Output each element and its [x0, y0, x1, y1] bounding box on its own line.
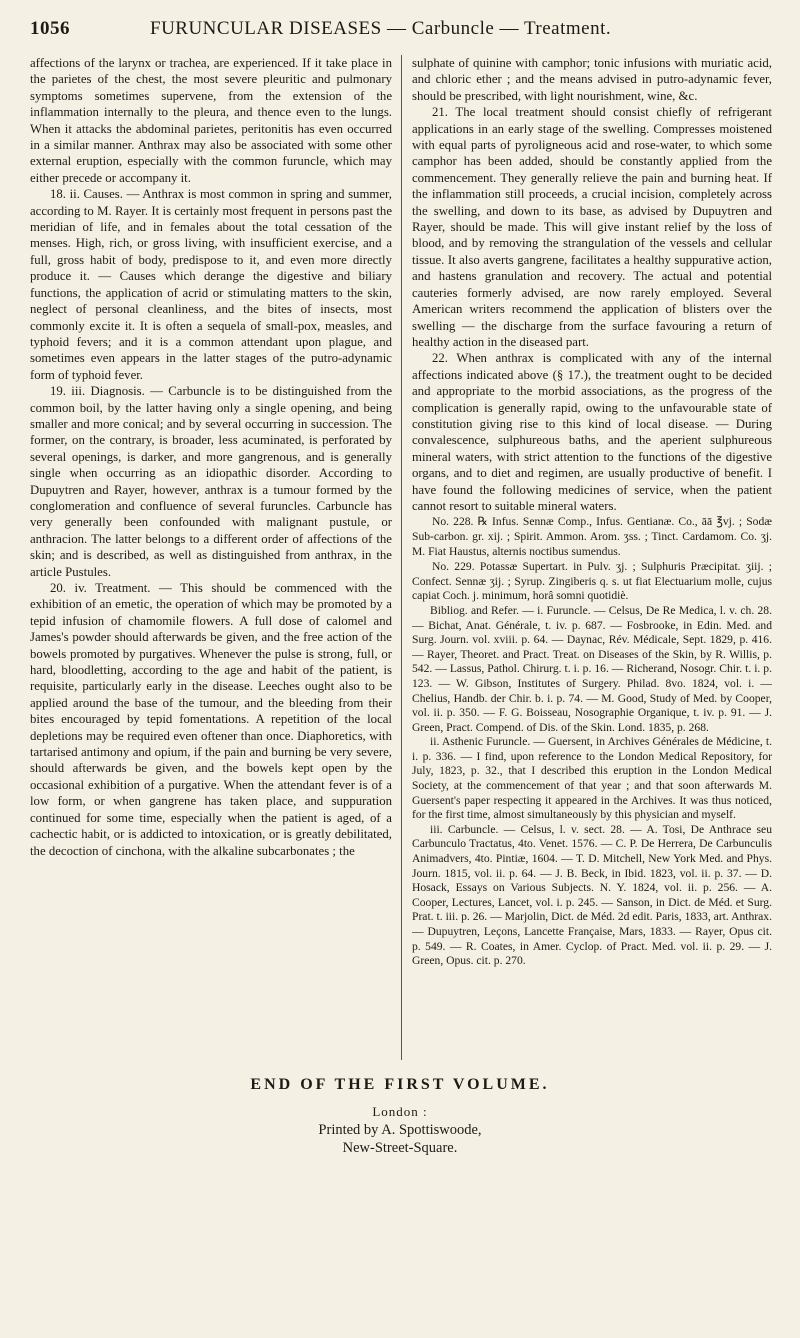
column-divider	[401, 55, 402, 1060]
end-of-volume: END OF THE FIRST VOLUME.	[250, 1076, 550, 1093]
prescription-228: No. 228. ℞ Infus. Sennæ Comp., Infus. Gentianæ. Co., āā ℥vj. ; Sodæ Sub-carbon. gr. xij. ; Spirit. Ammon. Arom. ʒss. ; Tinct. Cardamom. Co. ʒj. M. Fiat Haustus, alternis noctibus sumendus.	[412, 515, 772, 558]
right-column	[412, 55, 772, 1060]
prescription-229: No. 229. Potassæ Supertart. in Pulv. ʒj. ; Sulphuris Præcipitat. ʒiij. ; Confect. Sennæ ʒij. ; Syrup. Zingiberis q. s. ut fiat Electuarium molle, cujus capiat Coch. j. minimum, horâ somni quotidiè.	[412, 560, 772, 603]
paragraph-causes: 18. ii. Causes. — Anthrax is most common in spring and summer, according to M. Rayer. It is certainly most frequent in persons past the meridian of life, and in females about the total cessation of the menses. High, rich, or gross living, with insufficient exercise, and a full, gross habit of body, predispose to it, and even more directly produce it. — Causes which derange the digestive and biliary functions, the application of acrid or stimulating matters to the skin, neglect of personal cleanliness, and the bites of insects, most commonly excite it. It is often a sequela of small-pox, measles, and typhoid fevers; and it is a common attendant upon plague, and sometimes even appears in the latter stages of the putro-adynamic form of typhoid fever.	[30, 187, 392, 382]
paragraph-treatment: 20. iv. Treatment. — This should be commenced with the exhibition of an emetic, the operation of which may be promoted by a tepid infusion of chamomile flowers. A full dose of calomel and James's powder should afterwards be given, and the free action of the bowels promoted by purgatives. Whenever the pulse is strong, full, or hard, bloodletting, according to the age and habit of the patient, is requisite, particularly early in the disease. Leeches ought also to be applied around the base of the tumour, and the bleeding from their bites encouraged by tepid fomentations. A repetition of the local depletions may be required even oftener than once. Diaphoretics, with tartarised antimony and opium, if the pain and burning be very severe, should afterwards be given, and the bowels kept open by the occasional exhibition of a purgative. When the attendant fever is of a low form, or when gangrene has taken place, and suppuration continued for some time, especially when the patient is aged, of a cachectic habit, or is addicted to intoxication, or is greatly debilitated, the decoction of cinchona, with the alkaline subcarbonates ; the	[30, 581, 392, 858]
paragraph-larynx-continuation: affections of the larynx or trachea, are experienced. If it take place in the parietes of the chest, the most severe pleuritic and pulmonary symptoms sometimes supervene, from the extension of the inflammation internally to the pleura, and thence even to the lungs. When it attacks the abdominal parietes, peritonitis has even occurred in a similar manner. Anthrax may also be associated with some other external eruption, especially with the common furuncle, which may either precede or accompany it.	[30, 56, 392, 185]
running-title: FURUNCULAR DISEASES — Carbuncle — Treatment.	[150, 18, 612, 39]
page-header	[30, 18, 770, 44]
page-number: 1056	[30, 18, 70, 39]
paragraph-diagnosis: 19. iii. Diagnosis. — Carbuncle is to be distinguished from the common boil, by the latter having only a single opening, and being smaller and more conical; and by several occurring in succession. The former, on the contrary, is broader, less acuminated, is perforated by several openings, is darker, and more gangrenous, and is generally single when occurring as an idiopathic disorder. According to Dupuytren and Rayer, however, anthrax is a tumour formed by the conglomeration and confluence of several furuncles. Carbuncle has very generally been confounded with malignant pustule, or anthracion. The latter belongs to a different order of affections of the skin; and is described, as well as distinguished from anthrax, in the article Pustules.	[30, 384, 392, 579]
bibliography-furuncle: Bibliog. and Refer. — i. Furuncle. — Celsus, De Re Medica, l. v. ch. 28. — Bichat, Anat. Générale, t. iv. p. 687. — Fosbrooke, in Edin. Med. and Surg. Journ. vol. xviii. p. 64. — Daynac, Rév. Médicale, Sept. 1829, p. 416. — Rayer, Theoret. and Pract. Treat. on Diseases of the Skin, by R. Willis, p. 542. — Lassus, Pathol. Chirurg. t. i. p. 16. — Richerand, Nosogr. Chir. t. i. p. 123. — W. Gibson, Institutes of Surgery. Philad. 8vo. 1824, vol. i. — Chelius, Handb. der Chir. b. i. p. 74. — M. Good, Study of Med. by Cooper, vol. ii. p. 350. — F. G. Boisseau, Nosographie Organique, t. iv. p. 91. — J. Green, Pract. Compend. of Dis. of the Skin. Lond. 1835, p. 268.	[412, 603, 772, 734]
imprint-printer: Printed by A. Spottiswoode,	[318, 1122, 482, 1138]
left-column	[30, 55, 392, 1060]
paragraph-complications: 22. When anthrax is complicated with any of the internal affections indicated above (§ 17.), the treatment ought to be decided and appropriate to the morbid associations, as the progress of the complication is generally rapid, owing to the unfavourable state of constitution giving rise to this kind of local disease. — During convalescence, sulphureous baths, and the aperient sulphureous mineral waters, with strict attention to the functions of the digestive organs, and to diet and regimen, are usually productive of benefit. I have found the following medicines of service, when the patient cannot resort to suitable mineral waters.	[412, 351, 772, 513]
paragraph-treatment-continuation: sulphate of quinine with camphor; tonic infusions with muriatic acid, and chloric ether ; and the means advised in putro-adynamic fever, should be prescribed, with light nourishment, wine, &c.	[412, 56, 772, 103]
bibliography-carbuncle: iii. Carbuncle. — Celsus, l. v. sect. 28. — A. Tosi, De Anthrace seu Carbunculo Tractatus, 4to. Venet. 1576. — C. P. De Herrera, De Carbunculis Animadvers, 4to. Pintiæ, 1604. — T. D. Mitchell, New York Med. and Phys. Journ. 1815, vol. ii. p. 64. — J. B. Beck, in Ibid. 1823, vol. ii. p. 37. — D. Hosack, Essays on Various Subjects. N. Y. 1824, vol. ii. p. 256. — A. Cooper, Lectures, Lancet, vol. i. p. 245. — Sanson, in Dict. de Méd. et Surg. Prat. t. iii. p. 26. — Marjolin, Dict. de Méd. 2d edit. Paris, 1833, art. Anthrax. — Dupuytren, Leçons, Lancette Française, Mars, 1833. — Rayer, Opus cit. p. 549. — R. Coates, in Amer. Cyclop. of Pract. Med. vol. ii. p. 29. — J. Green, Opus. cit. p. 270.	[412, 822, 772, 968]
imprint-place: London :	[372, 1104, 428, 1119]
paragraph-local-treatment: 21. The local treatment should consist chiefly of refrigerant applications in an early stage of the swelling. Compresses moistened with equal parts of pyroligneous acid and rose-water, to which some camphor has been added, should be constantly applied from the commencement. They generally relieve the pain and burning heat. If the inflammation still proceeds, a crucial incision, completely across the swelling, and down to its base, as advised by Dupuytren and Rayer, should be made. This will give instant relief by the loss of blood, and by removing the strangulation of the vessels and cellular tissue. It also averts gangrene, facilitates a healthy suppurative action, and hastens granulation and recovery. The actual and potential cauteries formerly advised, are now rarely employed. Several American writers recommend the application of blisters over the swelling — the discharge from the surface favouring a return of healthy action in the diseased part.	[412, 105, 772, 349]
bibliography-asthenic-furuncle: ii. Asthenic Furuncle. — Guersent, in Archives Générales de Médicine, t. i. p. 336. — I find, upon reference to the London Medical Repository, for July, 1823, p. 32., that I described this eruption in the London Medical Society, at the commencement of that year ; and that soon afterwards M. Guersent's paper respecting it appeared in the Archives. It was thus noticed, for the first time, almost simultaneously by this physician and myself.	[412, 735, 772, 822]
imprint-address: New-Street-Square.	[342, 1140, 458, 1156]
